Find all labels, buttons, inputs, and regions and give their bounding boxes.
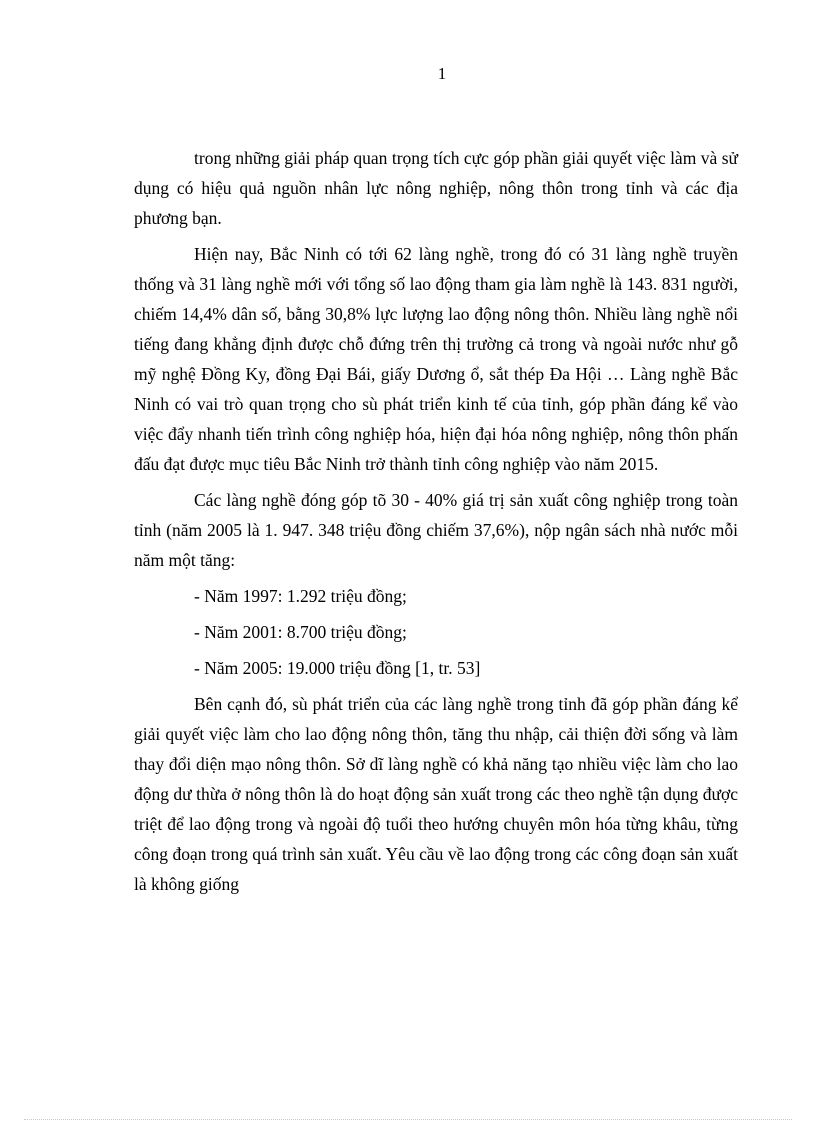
page-bottom-divider bbox=[24, 1119, 792, 1120]
list-item-2001: - Năm 2001: 8.700 triệu đồng; bbox=[194, 622, 407, 642]
paragraph-intro: trong những giải pháp quan trọng tích cực góp phần giải quyết việc làm và sử dụng có hiệu quả nguồn nhân lực nông nghiệp, nông thôn trong tỉnh và các địa phương bạn. bbox=[134, 148, 738, 228]
page-number: 1 bbox=[437, 64, 447, 83]
paragraph-employment: Bên cạnh đó, sù phát triển của các làng nghề trong tỉnh đã góp phần đáng kể giải quyết việc làm cho lao động nông thôn, tăng thu nhập, cải thiện đời sống và làm thay đổi diện mạo nông thôn. Sở dĩ làng nghề có khả năng tạo nhiều việc làm cho lao động dư thừa ở nông thôn là do hoạt động sản xuất trong các theo nghề tận dụng được triệt để lao động trong và ngoài độ tuổi theo hướng chuyên môn hóa từng khâu, từng công đoạn trong quá trình sản xuất. Yêu cầu về lao động trong các công đoạn sản xuất là không giống bbox=[134, 694, 738, 894]
paragraph-contribution: Các làng nghề đóng góp tõ 30 - 40% giá trị sản xuất công nghiệp trong toàn tỉnh (năm 2005 là 1. 947. 348 triệu đồng chiếm 37,6%), nộp ngân sách nhà nước mỗi năm một tăng: bbox=[134, 490, 738, 570]
document-body bbox=[134, 143, 738, 905]
paragraph-craft-villages: Hiện nay, Bắc Ninh có tới 62 làng nghề, trong đó có 31 làng nghề truyền thống và 31 làng nghề mới với tổng số lao động tham gia làm nghề là 143. 831 người, chiếm 14,4% dân số, bằng 30,8% lực lượng lao động nông thôn. Nhiều làng nghề nổi tiếng đang khẳng định được chỗ đứng trên thị trường cả trong và ngoài nước như gỗ mỹ nghệ Đồng Ky, đồng Đại Bái, giấy Dương ổ, sắt thép Đa Hội … Làng nghề Bắc Ninh có vai trò quan trọng cho sù phát triển kinh tế của tỉnh, góp phần đáng kể vào việc đẩy nhanh tiến trình công nghiệp hóa, hiện đại hóa nông nghiệp, nông thôn phấn đấu đạt được mục tiêu Bắc Ninh trở thành tỉnh công nghiệp vào năm 2015. bbox=[134, 244, 738, 474]
list-item-2005: - Năm 2005: 19.000 triệu đồng [1, tr. 53] bbox=[194, 658, 481, 678]
list-item-1997: - Năm 1997: 1.292 triệu đồng; bbox=[194, 586, 407, 606]
